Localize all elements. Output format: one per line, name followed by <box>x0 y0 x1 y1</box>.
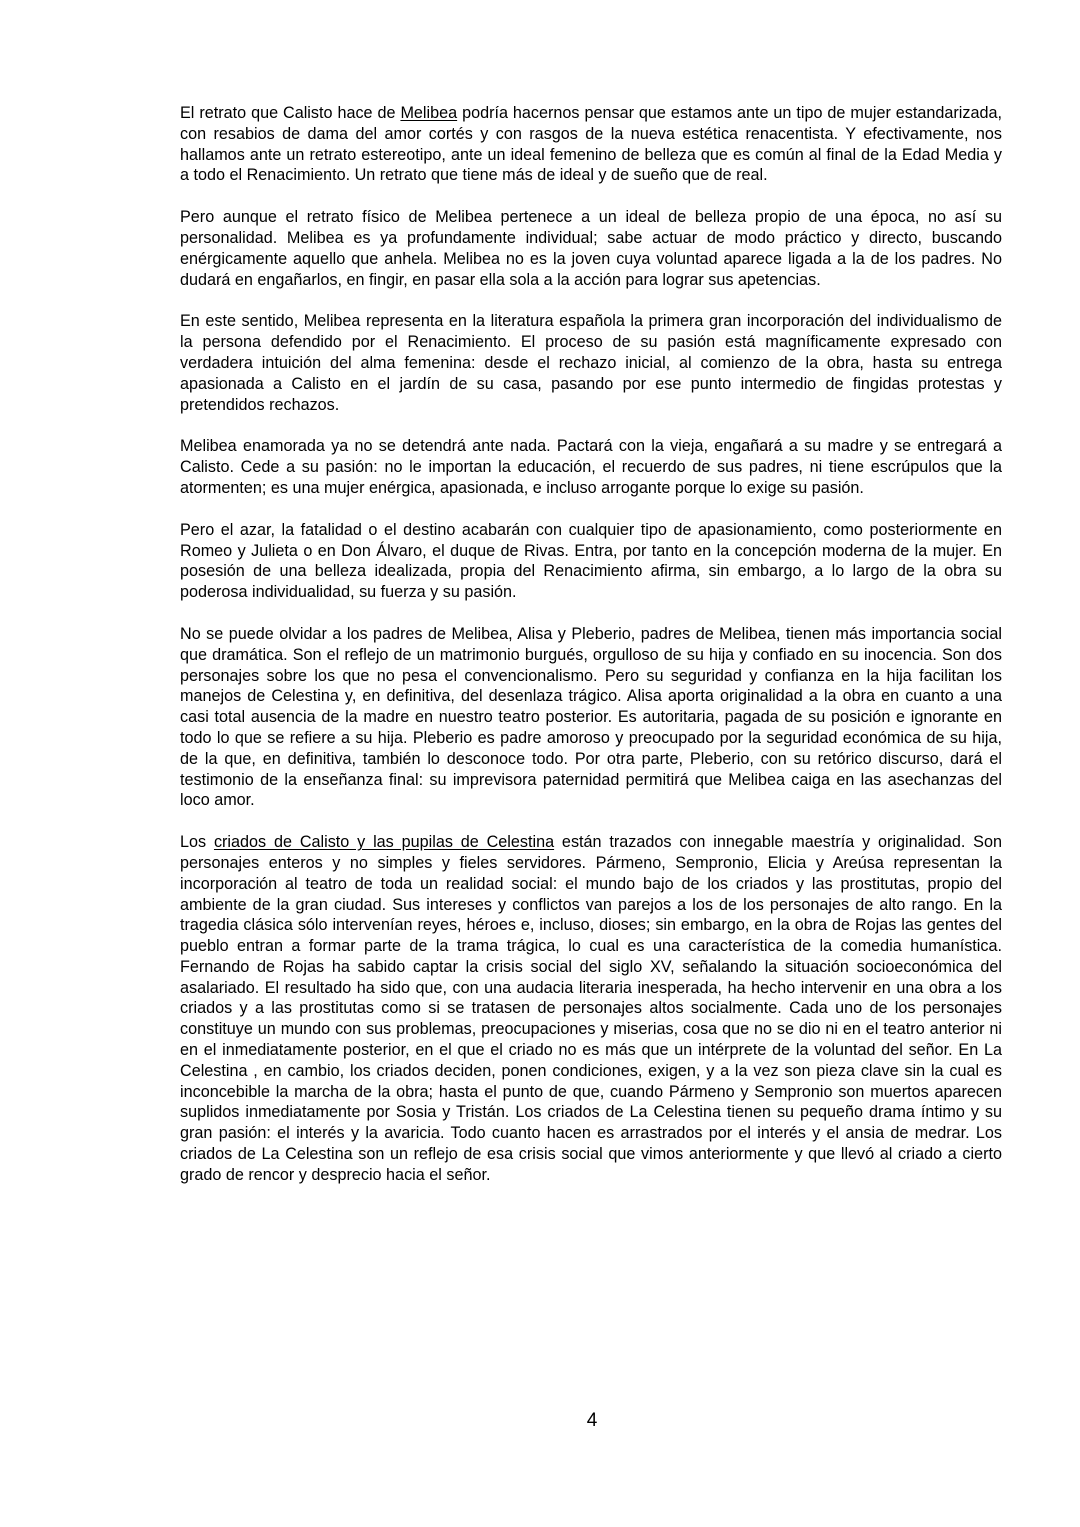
text-run: Melibea enamorada ya no se detendrá ante nada. Pactará con la vieja, engañará a su madre y se entregará a Calisto. Cede a su pasión: no le importan la educación, el recuerdo de sus padres, ni tiene escrúpulos que la atormenten; es una mujer enérgica, apasionada, e incluso arrogante porque lo exige su pasión. <box>180 437 1002 497</box>
text-run: podría hacernos pensar que estamos ante un tipo de mujer estandarizada, con resabios de dama del amor cortés y con rasgos de la nueva estética renacentista. Y efectivamente, nos hallamos ante un retrato estereotipo, ante un ideal femenino de belleza que es común al final de la Edad Media y a todo el Renacimiento. Un retrato que tiene más de ideal y de sueño que de real. <box>180 104 1002 185</box>
paragraph-criados-pupilas <box>180 832 1002 1186</box>
underlined-term-melibea: Melibea <box>400 104 458 122</box>
text-run: Los <box>180 833 214 852</box>
underlined-term-criados: criados de Calisto y las pupilas de Celestina <box>213 833 555 852</box>
text-run: El retrato que Calisto hace de <box>180 104 401 122</box>
page-number: 4 <box>586 1410 598 1431</box>
text-run: No se puede olvidar a los padres de Melibea, Alisa y Pleberio, padres de Melibea, tienen más importancia social que dramática. Son el reflejo de un matrimonio burgués, orgulloso de su hija y confiado en su inocencia. Son dos personajes sobre los que no pesa el convencionalismo. Pero su seguridad y confianza en la hija facilitan los manejos de Celestina y, en definitiva, del desenlaza trágico. Alisa aporta originalidad a la obra en cuanto a una casi total ausencia de la madre en nuestro teatro posterior. Es autoritaria, pagada de su posición e ignorante en todo lo que se refiere a su hija. Pleberio es padre amoroso y preocupado por la seguridad económica de su hija, de la que, en definitiva, también lo desconoce todo. Por otra parte, Pleberio, con su retórico discurso, dará el testimonio de la enseñanza final: su imprevisora paternidad permitirá que Melibea caiga en las asechanzas del loco amor. <box>180 624 1002 810</box>
paragraph-individualismo <box>180 311 1002 415</box>
paragraph-melibea-retrato <box>180 103 1002 186</box>
paragraph-azar-fatalidad <box>180 520 1002 603</box>
text-run: En este sentido, Melibea representa en la literatura española la primera gran incorporación del individualismo de la persona defendido por el Renacimiento. El proceso de su pasión está magníficamente expresado con verdadera intuición del alma femenina: desde el rechazo inicial, al comienzo de la obra, hasta su entrega apasionada a Calisto en el jardín de su casa, pasando por ese punto intermedio de fingidas protestas y pretendidos rechazos. <box>180 312 1002 414</box>
paragraph-melibea-personalidad <box>180 207 1002 290</box>
document-body <box>180 103 1002 1207</box>
text-run: Pero aunque el retrato físico de Melibea pertenece a un ideal de belleza propio de una época, no así su personalidad. Melibea es ya profundamente individual; sabe actuar de modo práctico y directo, buscando enérgicamente aquello que anhela. Melibea no es la joven cuya voluntad aparece ligada a la de los padres. No dudará en engañarlos, en fingir, en pasar ella sola a la acción para lograr sus apetencias. <box>180 208 1002 289</box>
paragraph-padres-melibea <box>180 624 1002 811</box>
text-run: están trazados con innegable maestría y originalidad. Son personajes enteros y no simples y fieles servidores. Pármeno, Sempronio, Elicia y Areúsa representan la incorporación al teatro de toda un realidad social: el mundo bajo de los criados y las prostitutas, propio del ambiente de la gran ciudad. Sus intereses y conflictos van parejos a los de los personajes de alto rango. En la tragedia clásica sólo intervenían reyes, héroes e, incluso, dioses; sin embargo, en la obra de Rojas las gentes del pueblo entran a formar parte de la trama trágica, lo cual es una característica de la comedia humanística. Fernando de Rojas ha sabido captar la crisis social del siglo XV, señalando la situación socioeconómica del asalariado. El resultado ha sido que, con una audacia literaria inesperada, ha hecho intervenir en una obra a los criados y a las prostitutas como si se tratasen de personajes altos socialmente. Cada uno de los personajes constituye un mundo con sus problemas, preocupaciones y miserias, cosa que no se dio ni en el teatro anterior ni en el inmediatamente posterior, en el que el criado no es más que un intérprete de la voluntad del señor. En La Celestina , en cambio, los criados deciden, ponen condiciones, exigen, y a la vez son pieza clave sin la cual es inconcebible la marcha de la obra; hasta el punto de que, cuando Pármeno y Sempronio son muertos aparecen suplidos inmediatamente por Sosia y Tristán. Los criados de La Celestina tienen su pequeño drama íntimo y su gran pasión: el interés y la avaricia. Todo cuanto hacen es arrastrados por el interés y el ansia de medrar. Los criados de La Celestina son un reflejo de esa crisis social que vimos anteriormente y que llevó al criado a cierto grado de rencor y desprecio hacia el señor. <box>180 833 1002 1184</box>
text-run: Pero el azar, la fatalidad o el destino acabarán con cualquier tipo de apasionamiento, como posteriormente en Romeo y Julieta o en Don Álvaro, el duque de Rivas. Entra, por tanto en la concepción moderna de la mujer. En posesión de una belleza idealizada, propia del Renacimiento afirma, sin embargo, a lo largo de la obra su poderosa individualidad, su fuerza y su pasión. <box>180 520 1002 602</box>
paragraph-melibea-enamorada <box>180 436 1002 498</box>
